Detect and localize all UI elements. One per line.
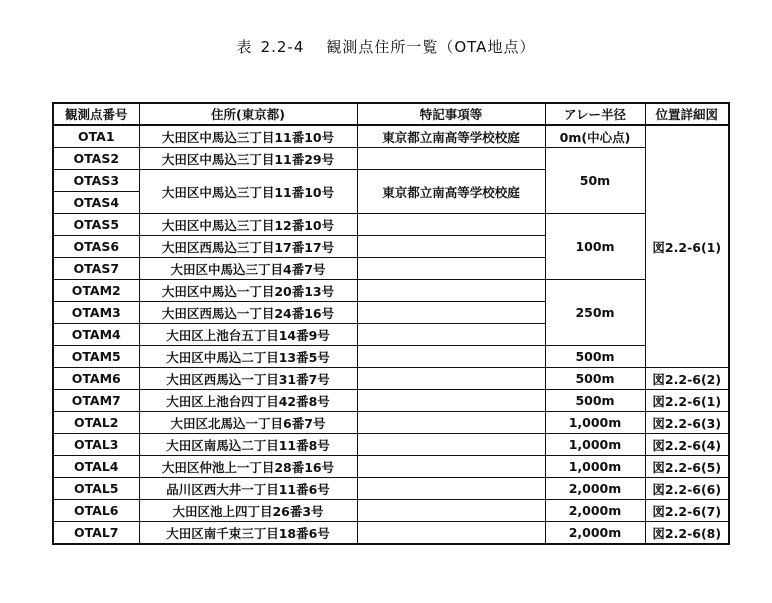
figure-cell: 図2.2-6(2): [645, 368, 729, 390]
station-cell: OTAM2: [53, 280, 139, 302]
notes-cell: [357, 412, 545, 434]
figure-cell: 図2.2-6(6): [645, 478, 729, 500]
station-cell: OTAL3: [53, 434, 139, 456]
station-cell: OTAS4: [53, 192, 139, 214]
notes-cell-merged: 東京都立南高等学校校庭: [357, 170, 545, 214]
station-cell: OTAM3: [53, 302, 139, 324]
address-cell: 大田区北馬込一丁目6番7号: [139, 412, 357, 434]
table-row: [53, 500, 729, 522]
notes-cell: [357, 236, 545, 258]
station-cell: OTAL4: [53, 456, 139, 478]
header-station: 観測点番号: [53, 103, 139, 125]
notes-cell: [357, 302, 545, 324]
figure-cell: 図2.2-6(8): [645, 522, 729, 545]
radius-cell: 500m: [545, 346, 645, 368]
radius-cell: 500m: [545, 390, 645, 412]
notes-cell: [357, 456, 545, 478]
station-cell: OTAS2: [53, 148, 139, 170]
figure-cell: 図2.2-6(4): [645, 434, 729, 456]
address-cell: 大田区南馬込二丁目11番8号: [139, 434, 357, 456]
radius-cell: 500m: [545, 368, 645, 390]
notes-cell: 東京都立南高等学校校庭: [357, 125, 545, 148]
station-cell: OTAM6: [53, 368, 139, 390]
radius-cell-merged: 50m: [545, 148, 645, 214]
radius-cell: 1,000m: [545, 412, 645, 434]
address-cell: 大田区池上四丁目26番3号: [139, 500, 357, 522]
caption-number: 2.2-4: [260, 38, 305, 56]
table-row: [53, 346, 729, 368]
station-cell: OTAL7: [53, 522, 139, 545]
station-cell: OTAL5: [53, 478, 139, 500]
address-cell: 大田区西馬込一丁目31番7号: [139, 368, 357, 390]
address-cell: 大田区中馬込三丁目12番10号: [139, 214, 357, 236]
notes-cell: [357, 214, 545, 236]
figure-cell: 図2.2-6(3): [645, 412, 729, 434]
notes-cell: [357, 346, 545, 368]
table-row: [53, 368, 729, 390]
radius-cell: 2,000m: [545, 478, 645, 500]
header-figure: 位置詳細図: [645, 103, 729, 125]
header-notes: 特記事項等: [357, 103, 545, 125]
address-cell: 大田区中馬込三丁目11番29号: [139, 148, 357, 170]
radius-cell: 2,000m: [545, 500, 645, 522]
station-cell: OTAS7: [53, 258, 139, 280]
notes-cell: [357, 148, 545, 170]
table-row: [53, 390, 729, 412]
address-cell: 大田区南千束三丁目18番6号: [139, 522, 357, 545]
notes-cell: [357, 324, 545, 346]
address-cell-merged: 大田区中馬込三丁目11番10号: [139, 170, 357, 214]
radius-cell: 2,000m: [545, 522, 645, 545]
table-row: [53, 125, 729, 148]
table-row: [53, 148, 729, 170]
table-row: [53, 280, 729, 302]
figure-cell: 図2.2-6(5): [645, 456, 729, 478]
caption-prefix: 表: [236, 38, 253, 56]
header-array-radius: アレー半径: [545, 103, 645, 125]
header-address: 住所(東京都): [139, 103, 357, 125]
notes-cell: [357, 478, 545, 500]
station-cell: OTAL6: [53, 500, 139, 522]
table-row: [53, 434, 729, 456]
station-cell: OTAM4: [53, 324, 139, 346]
address-cell: 大田区中馬込一丁目20番13号: [139, 280, 357, 302]
figure-cell-merged: 図2.2-6(1): [645, 125, 729, 368]
notes-cell: [357, 434, 545, 456]
figure-cell: 図2.2-6(7): [645, 500, 729, 522]
address-cell: 大田区西馬込三丁目17番17号: [139, 236, 357, 258]
table-row: [53, 522, 729, 545]
radius-cell: 1,000m: [545, 456, 645, 478]
address-cell: 大田区中馬込二丁目13番5号: [139, 346, 357, 368]
notes-cell: [357, 500, 545, 522]
table-row: [53, 214, 729, 236]
station-cell: OTAS5: [53, 214, 139, 236]
notes-cell: [357, 522, 545, 545]
station-cell: OTA1: [53, 125, 139, 148]
station-cell: OTAS3: [53, 170, 139, 192]
address-cell: 品川区西大井一丁目11番6号: [139, 478, 357, 500]
table-caption: [0, 36, 772, 57]
address-cell: 大田区上池台五丁目14番9号: [139, 324, 357, 346]
address-cell: 大田区中馬込三丁目4番7号: [139, 258, 357, 280]
station-cell: OTAS6: [53, 236, 139, 258]
station-cell: OTAL2: [53, 412, 139, 434]
radius-cell: 0m(中心点): [545, 125, 645, 148]
figure-cell: 図2.2-6(1): [645, 390, 729, 412]
address-cell: 大田区上池台四丁目42番8号: [139, 390, 357, 412]
station-cell: OTAM5: [53, 346, 139, 368]
table-row: [53, 412, 729, 434]
table-row: [53, 456, 729, 478]
address-cell: 大田区西馬込一丁目24番16号: [139, 302, 357, 324]
radius-cell: 1,000m: [545, 434, 645, 456]
header-row: [53, 103, 729, 125]
radius-cell-merged: 100m: [545, 214, 645, 280]
notes-cell: [357, 280, 545, 302]
notes-cell: [357, 368, 545, 390]
notes-cell: [357, 258, 545, 280]
radius-cell-merged: 250m: [545, 280, 645, 346]
station-cell: OTAM7: [53, 390, 139, 412]
address-cell: 大田区仲池上一丁目28番16号: [139, 456, 357, 478]
table-row: [53, 478, 729, 500]
address-cell: 大田区中馬込三丁目11番10号: [139, 125, 357, 148]
notes-cell: [357, 390, 545, 412]
caption-text: 観測点住所一覧（OTA地点）: [326, 38, 536, 56]
station-address-table: [52, 102, 730, 545]
